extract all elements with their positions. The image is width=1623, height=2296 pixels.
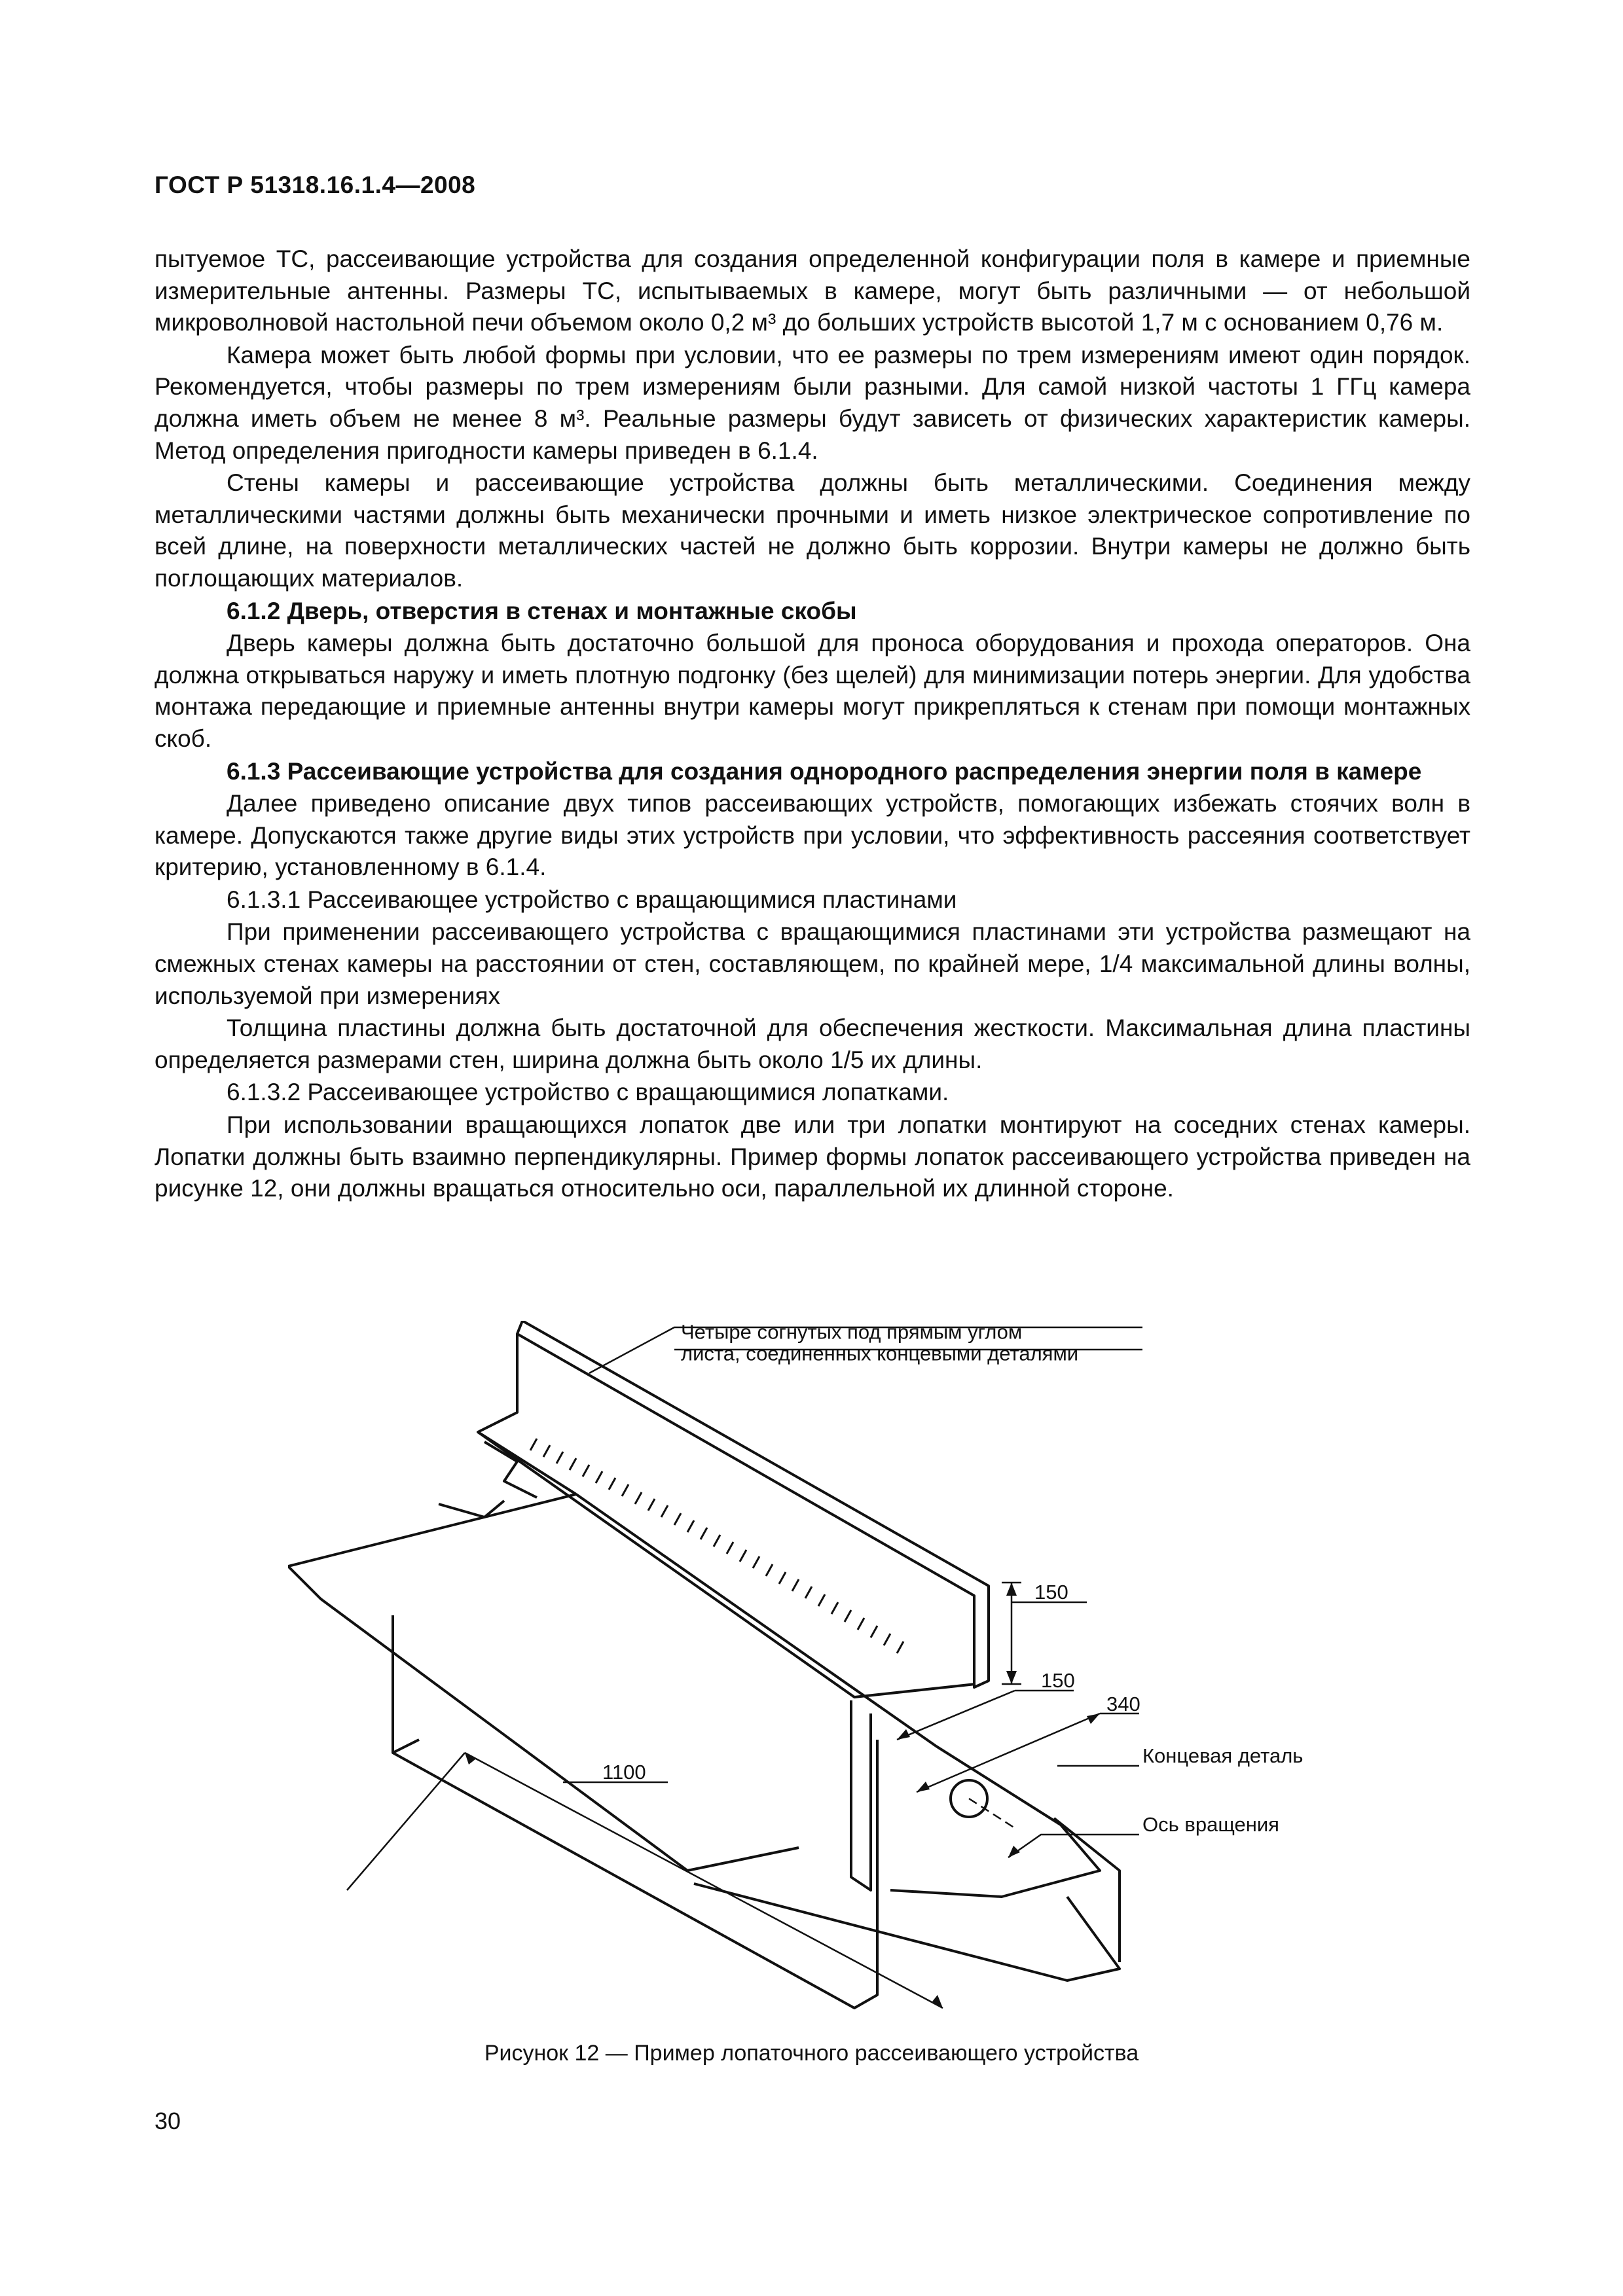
figure-12-vane-diffuser <box>288 1321 1349 2015</box>
label-sheets-line1: Четыре согнутых под прямым углом <box>681 1321 1023 1344</box>
section-heading: 6.1.2 Дверь, отверстия в стенах и монтажные скобы <box>227 597 857 624</box>
left-wing <box>288 1494 799 1871</box>
label-rotation-axis: Ось вращения <box>1142 1813 1279 1836</box>
body-text <box>155 243 1470 1206</box>
lower-plate <box>694 1884 1120 1981</box>
page-number: 30 <box>155 2108 181 2134</box>
paragraph: Далее приведено описание двух типов рассеивающих устройств, помогающих избежать стоячих волн в камере. Допускаются также другие виды этих устройств при условии, что эффективность рассеяния соответствует критерию, установленному в 6.1.4. <box>155 790 1470 881</box>
lower-fin <box>393 1615 877 2008</box>
dim-1100 <box>347 1753 943 2008</box>
paragraph: Стены камеры и рассеивающие устройства должны быть металлическими. Соединения между металлическими частями должны быть механически прочными и иметь низкое электрическое сопротивление по всей длине, на поверхности металлических частей не должно быть коррозии. Внутри камеры не должно быть поглощающих материалов. <box>155 469 1470 592</box>
label-sheets-line2: листа, соединенных концевыми деталями <box>681 1342 1079 1365</box>
section-heading: 6.1.3 Рассеивающие устройства для создания однородного распределения энергии поля в камере <box>227 757 1422 785</box>
label-dim-150-vertical: 150 <box>1034 1581 1068 1604</box>
label-dim-150-horizontal: 150 <box>1041 1669 1075 1692</box>
paragraph: Толщина пластины должна быть достаточной для обеспечения жесткости. Максимальная длина пластины определяется размерами стен, ширина должна быть около 1/5 их длины. <box>155 1014 1470 1073</box>
leader-rotation-axis <box>969 1799 1015 1828</box>
paragraph: Дверь камеры должна быть достаточно большой для проноса оборудования и прохода операторов. Она должна открываться наружу и иметь плотную подгонку (без щелей) для минимизации потерь энергии. Для удобства монтажа передающие и приемные антенны внутри камеры могут прикрепляться к стенам при помощи монтажных скоб. <box>155 630 1470 752</box>
louver-slots <box>530 1439 903 1653</box>
label-dim-1100: 1100 <box>602 1761 646 1784</box>
paragraph: Камера может быть любой формы при условии, что ее размеры по трем измерениям имеют один порядок. Рекомендуется, чтобы размеры по трем измерениям были разными. Для самой низкой частоты 1 ГГц камера должна иметь объем не менее 8 м³. Реальные размеры будут зависеть от физических характеристик камеры. Метод определения пригодности камеры приведен в 6.1.4. <box>155 341 1470 464</box>
document-header-code: ГОСТ Р 51318.16.1.4—2008 <box>155 171 476 198</box>
vane-diffuser-drawing <box>288 1321 1349 2015</box>
paragraph: При использовании вращающихся лопаток две или три лопатки монтируют на соседних стенах камеры. Лопатки должны быть взаимно перпендикулярны. Пример формы лопаток рассеивающего устройства приведен на рисунке 12, они должны вращаться относительно оси, параллельной их длинной стороне. <box>155 1111 1470 1202</box>
paragraph: 6.1.3.1 Рассеивающее устройство с вращающимися пластинами <box>227 886 957 913</box>
figure-caption: Рисунок 12 — Пример лопаточного рассеивающего устройства <box>484 2041 1139 2066</box>
label-end-part: Концевая деталь <box>1142 1744 1304 1767</box>
dim-150-vertical <box>1002 1583 1021 1684</box>
dim-340 <box>917 1713 1139 1792</box>
dim-150-horizontal <box>897 1691 1074 1740</box>
end-part <box>890 1746 1100 1897</box>
upper-wing <box>478 1334 976 1697</box>
paragraph: пытуемое ТС, рассеивающие устройства для создания определенной конфигурации поля в камере и приемные измерительные антенны. Размеры ТС, испытываемых в камере, могут быть различными — от небольшой микроволновой настольной печи объемом около 0,2 м³ до больших устройств высотой 1,7 м с основанием 0,76 м. <box>155 245 1470 336</box>
label-dim-340: 340 <box>1106 1693 1140 1715</box>
paragraph: 6.1.3.2 Рассеивающее устройство с вращающимися лопатками. <box>227 1079 949 1106</box>
paragraph: При применении рассеивающего устройства с вращающимися пластинами эти устройства размещают на смежных стенах камеры на расстоянии от стен, составляющем, по крайней мере, 1/4 максимальной длины волны, используемой при измерениях <box>155 918 1470 1009</box>
